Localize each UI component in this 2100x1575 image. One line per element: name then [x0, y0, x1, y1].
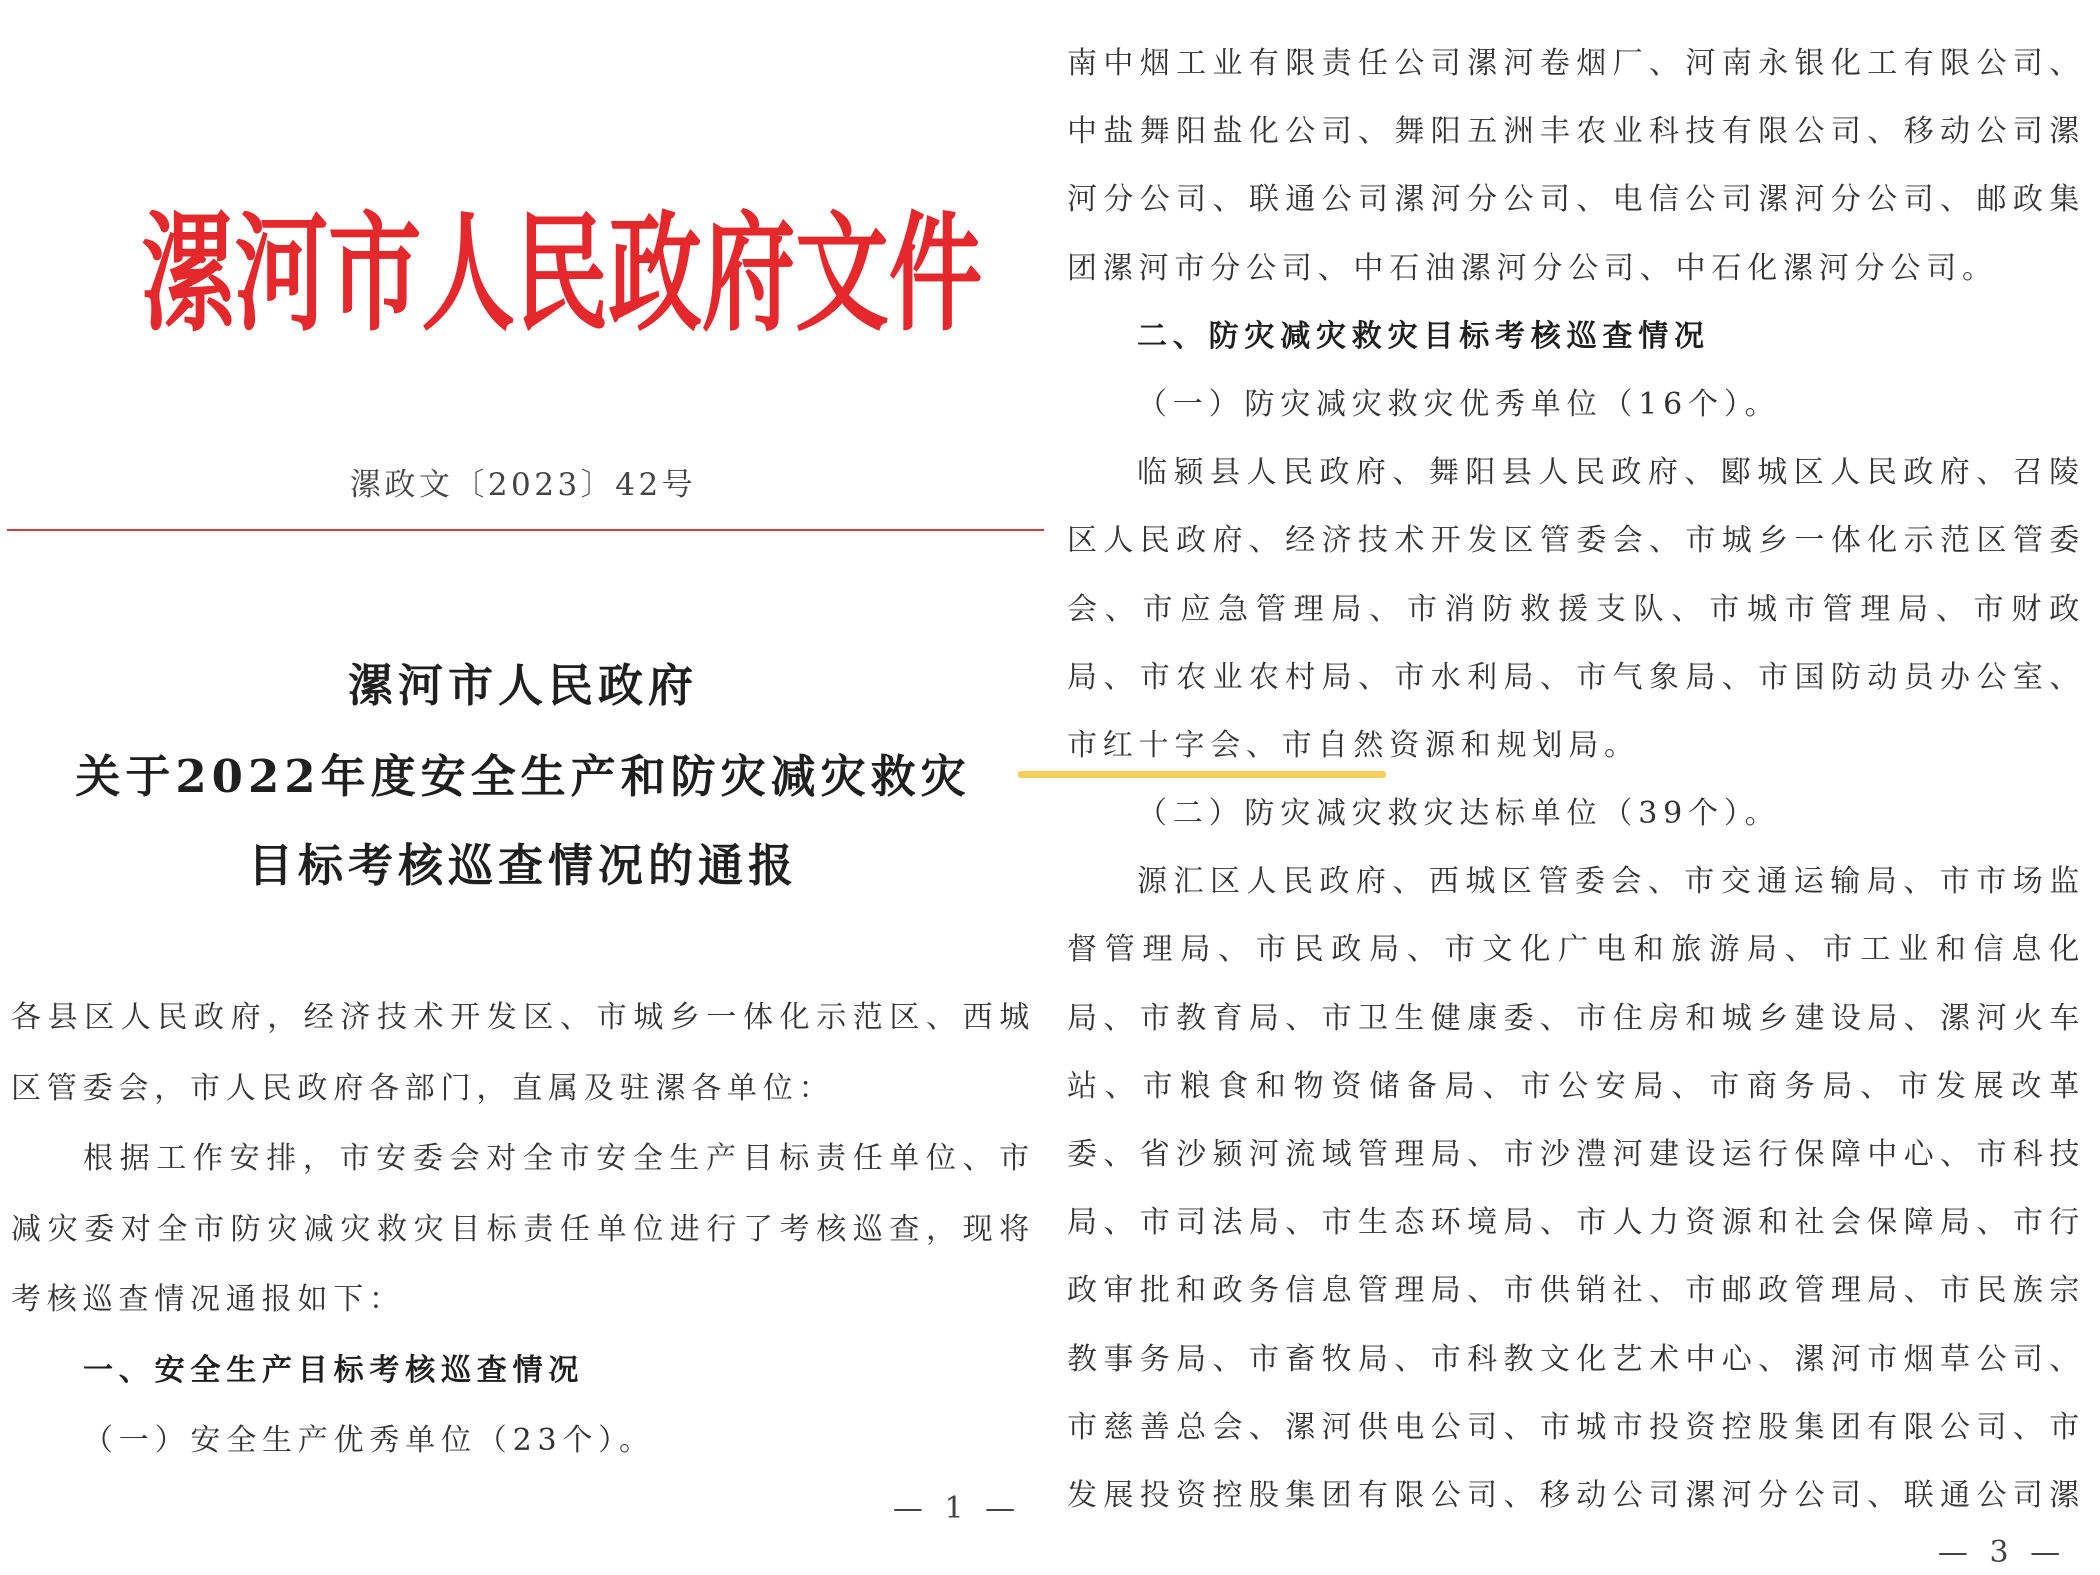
- document-header: 漯河市人民政府文件: [141, 199, 983, 349]
- subsection-heading: （一）安全生产优秀单位（23个）。: [83, 1423, 655, 1458]
- body-line: 会、市应急管理局、市消防救援支队、市城市管理局、市财政: [1067, 591, 2085, 627]
- highlight-underline: [1018, 771, 1386, 778]
- section-heading: 二、防灾减灾救灾目标考核巡查情况: [1137, 318, 1710, 354]
- page-number: — 1 —: [892, 1491, 1022, 1526]
- header-divider: [7, 529, 1044, 531]
- subsection-heading: （二）防灾减灾救灾达标单位（39个）。: [1137, 796, 1781, 832]
- section-heading: 一、安全生产目标考核巡查情况: [83, 1352, 585, 1388]
- body-line: 局、市农业农村局、市水利局、市气象局、市国防动员办公室、: [1067, 659, 2085, 695]
- body-line: 局、市司法局、市生态环境局、市人力资源和社会保障局、市行: [1067, 1205, 2085, 1241]
- body-line: 站、市粮食和物资储备局、市公安局、市商务局、市发展改革: [1067, 1068, 2085, 1104]
- body-line: 根据工作安排，市安委会对全市安全生产目标责任单位、市: [83, 1141, 1035, 1176]
- body-line: 市红十字会、市自然资源和规划局。: [1067, 727, 1640, 763]
- addressee-line: 区管委会，市人民政府各部门，直属及驻漯各单位：: [11, 1070, 835, 1106]
- notice-body: [11, 983, 1035, 1477]
- body-line: 督管理局、市民政局、市文化广电和旅游局、市工业和信息化: [1067, 932, 2085, 968]
- addressee-line: 各县区人民政府，经济技术开发区、市城乡一体化示范区、西城: [11, 1000, 1035, 1035]
- body-line: 市慈善总会、漯河供电公司、市城市投资控股集团有限公司、市: [1067, 1409, 2085, 1445]
- body-line: 团漯河市分公司、中石油漯河分公司、中石化漯河分公司。: [1067, 250, 1998, 286]
- body-line: 减灾委对全市防灾减灾救灾目标责任单位进行了考核巡查，现将: [11, 1211, 1035, 1247]
- body-line: 南中烟工业有限责任公司漯河卷烟厂、河南永银化工有限公司、: [1067, 46, 2085, 81]
- body-line: 发展投资控股集团有限公司、移动公司漯河分公司、联通公司漯: [1067, 1477, 2085, 1513]
- body-line: 中盐舞阳盐化公司、舞阳五洲丰农业科技有限公司、移动公司漯: [1067, 114, 2085, 150]
- body-line: 政审批和政务信息管理局、市供销社、市邮政管理局、市民族宗: [1067, 1273, 2085, 1309]
- notice-body: [1067, 30, 2085, 1530]
- body-line: 委、省沙颍河流域管理局、市沙澧河建设运行保障中心、市科技: [1067, 1137, 2085, 1172]
- subsection-heading: （一）防灾减灾救灾优秀单位（16个）。: [1137, 386, 1781, 422]
- body-line: 源汇区人民政府、西城区管委会、市交通运输局、市市场监: [1137, 864, 2085, 900]
- body-line: 临颍县人民政府、舞阳县人民政府、郾城区人民政府、召陵: [1137, 455, 2085, 491]
- title-line: 关于2022年度安全生产和防灾减灾救灾: [75, 750, 971, 803]
- body-line: 考核巡查情况通报如下：: [11, 1282, 405, 1317]
- title-line: 目标考核巡查情况的通报: [247, 839, 798, 892]
- document-number: 漯政文〔2023〕42号: [349, 467, 697, 503]
- body-line: 局、市教育局、市卫生健康委、市住房和城乡建设局、漯河火车: [1067, 1000, 2085, 1036]
- body-line: 区人民政府、经济技术开发区管委会、市城乡一体化示范区管委: [1067, 523, 2085, 559]
- right-page: [1050, 0, 2100, 1575]
- body-line: 教事务局、市畜牧局、市科教文化艺术中心、漯河市烟草公司、: [1067, 1341, 2085, 1377]
- body-line: 河分公司、联通公司漯河分公司、电信公司漯河分公司、邮政集: [1067, 182, 2085, 218]
- page-number: — 3 —: [1937, 1535, 2067, 1570]
- title-line: 漯河市人民政府: [347, 659, 698, 712]
